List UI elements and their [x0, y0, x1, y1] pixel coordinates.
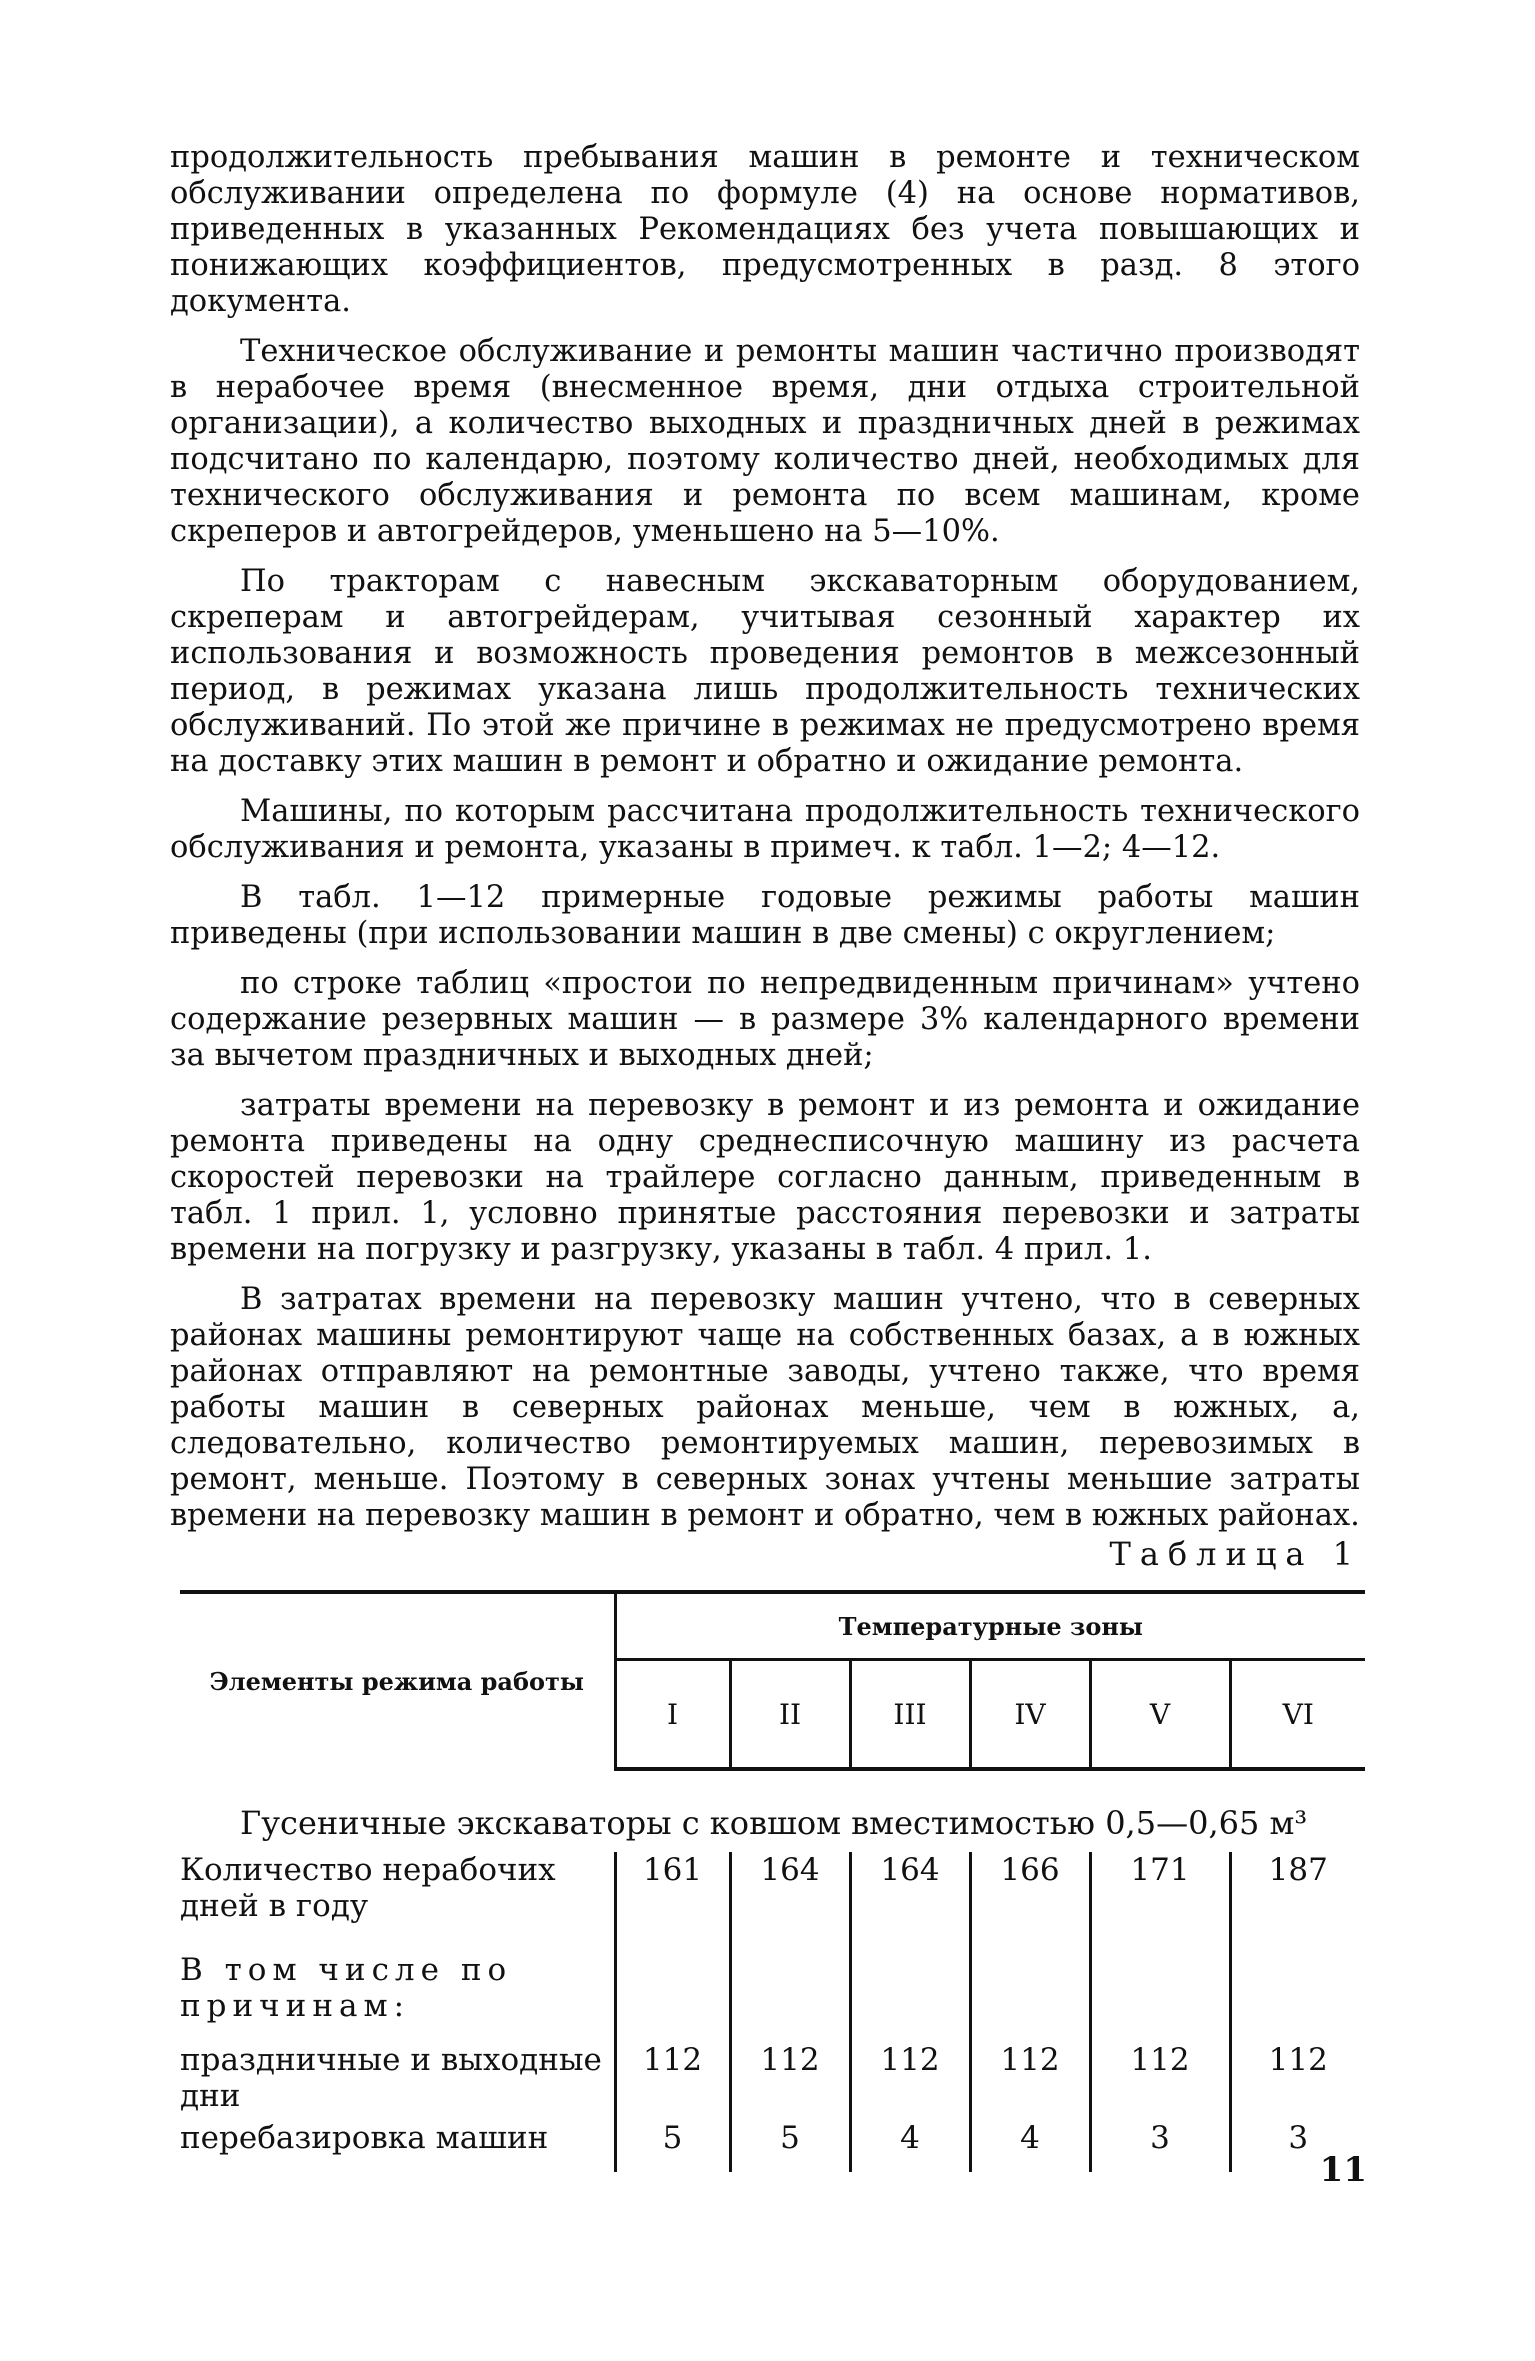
paragraph: затраты времени на перевозку в ремонт и из ремонта и ожидание ремонта приведены на одну среднесписочную машину из расчета скоростей перевозки на трайлере согласно данным, приведенным в табл. 1 прил. 1, условно принятые расстояния перевозки и затраты времени на погрузку и разгрузку, указаны в табл. 4 прил. 1.	[170, 1088, 1360, 1267]
table-caption: Таблица 1	[1109, 1535, 1362, 1573]
table-body	[180, 1852, 1365, 2172]
row-label: праздничные и выходные дни	[180, 2042, 602, 2114]
table-cell	[615, 1952, 730, 2042]
row-label: перебазировка машин	[180, 2120, 549, 2156]
table-cell: 161	[615, 1852, 730, 1952]
paragraph: По тракторам с навесным экскаваторным оборудованием, скреперам и автогрейдерам, учитывая сезонный характер их использования и возможность проведения ремонтов в межсезонный период, в режимах указана лишь продолжительность технических обслуживаний. По этой же причине в режимах не предусмотрено время на доставку этих машин в ремонт и обратно и ожидание ремонта.	[170, 564, 1360, 779]
zone-header: V	[1090, 1660, 1230, 1770]
table-cell	[970, 1952, 1090, 2042]
page-number: 11	[1319, 2150, 1367, 2190]
paragraph: по строке таблиц «простои по непредвиденным причинам» учтено содержание резервных машин — в размере 3% календарного времени за вычетом праздничных и выходных дней;	[170, 966, 1360, 1073]
table-cell: 166	[970, 1852, 1090, 1952]
table-cell: 171	[1090, 1852, 1230, 1952]
table-row	[180, 1952, 1365, 2042]
section-title: Гусеничные экскаваторы с ковшом вместимостью 0,5—0,65 м³	[240, 1804, 1308, 1842]
table-cell: 4	[970, 2120, 1090, 2172]
table-cell: 112	[850, 2042, 970, 2120]
table-cell: 164	[850, 1852, 970, 1952]
paragraph: Машины, по которым рассчитана продолжительность технического обслуживания и ремонта, указаны в примеч. к табл. 1—2; 4—12.	[170, 794, 1360, 865]
table-cell: 187	[1230, 1852, 1365, 1952]
zone-header: III	[850, 1660, 970, 1770]
table-header	[180, 1590, 1365, 1771]
zone-header: IV	[970, 1660, 1090, 1770]
table-cell: 5	[615, 2120, 730, 2172]
table-cell: 112	[615, 2042, 730, 2120]
table-cell: 112	[1090, 2042, 1230, 2120]
row-label: Количество нерабочих дней в году	[180, 1852, 556, 1924]
table-cell: 4	[850, 2120, 970, 2172]
paragraph: продолжительность пребывания машин в ремонте и техническом обслуживании определена по формуле (4) на основе нормативов, приведенных в указанных Рекомендациях без учета повышающих и понижающих коэффициентов, предусмотренных в разд. 8 этого документа.	[170, 140, 1360, 319]
row-header: Элементы режима работы	[180, 1592, 615, 1769]
table-cell: 112	[730, 2042, 850, 2120]
table-cell: 3	[1230, 2120, 1365, 2172]
paragraph: Техническое обслуживание и ремонты машин частично производят в нерабочее время (внесменное время, дни отдыха строительной организации), а количество выходных и праздничных дней в режимах подсчитано по календарю, поэтому количество дней, необходимых для технического обслуживания и ремонта по всем машинам, кроме скреперов и автогрейдеров, уменьшено на 5—10%.	[170, 334, 1360, 549]
table-cell	[730, 1952, 850, 2042]
paragraph: В табл. 1—12 примерные годовые режимы работы машин приведены (при использовании машин в две смены) с округлением;	[170, 880, 1360, 951]
zone-header: II	[730, 1660, 850, 1770]
table-cell: 164	[730, 1852, 850, 1952]
table-cell	[1230, 1952, 1365, 2042]
table-cell: 3	[1090, 2120, 1230, 2172]
table-cell	[850, 1952, 970, 2042]
group-header: Температурные зоны	[615, 1592, 1365, 1660]
table-cell: 112	[1230, 2042, 1365, 2120]
paragraph: В затратах времени на перевозку машин учтено, что в северных районах машины ремонтируют чаще на собственных базах, а в южных районах отправляют на ремонтные заводы, учтено также, что время работы машин в северных районах меньше, чем в южных, а, следовательно, количество ремонтируемых машин, перевозимых в ремонт, меньше. Поэтому в северных зонах учтены меньшие затраты времени на перевозку машин в ремонт и обратно, чем в южных районах.	[170, 1282, 1360, 1533]
zone-header: I	[615, 1660, 730, 1770]
row-label: В том числе по причинам:	[180, 1952, 513, 2024]
body-text	[170, 140, 1360, 1548]
table-row	[180, 2042, 1365, 2120]
table-row	[180, 2120, 1365, 2172]
table-cell: 112	[970, 2042, 1090, 2120]
zone-header: VI	[1230, 1660, 1365, 1770]
table-cell: 5	[730, 2120, 850, 2172]
table-row	[180, 1852, 1365, 1952]
table-cell	[1090, 1952, 1230, 2042]
